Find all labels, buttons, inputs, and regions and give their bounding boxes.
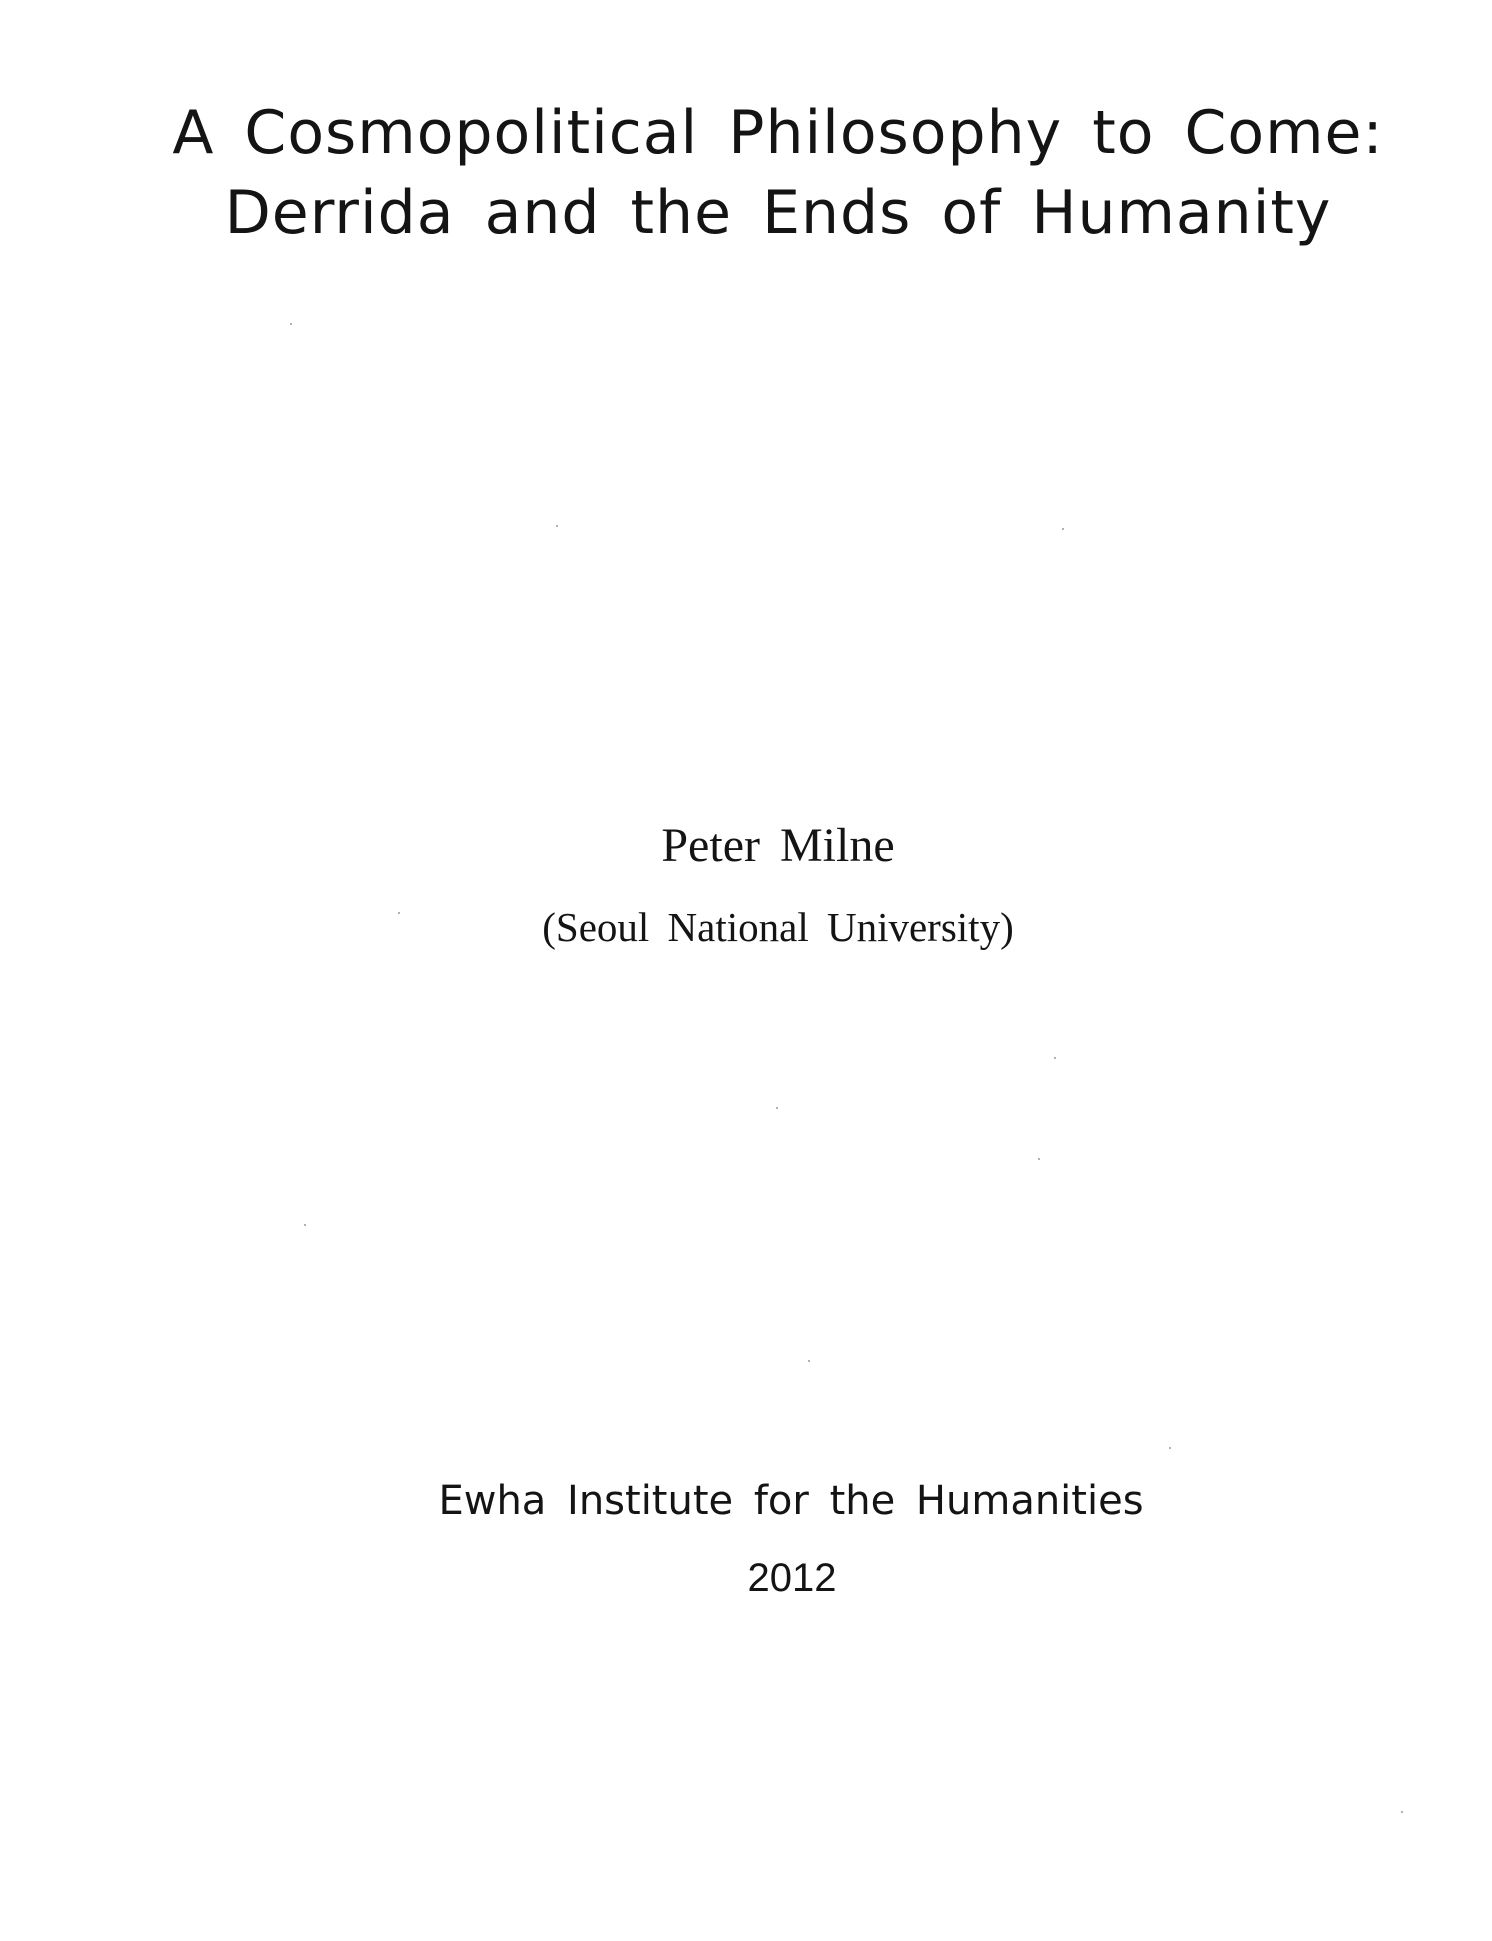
title-line-2: Derrida and the Ends of Humanity	[224, 178, 1332, 248]
publication-year: 2012	[747, 1556, 837, 1600]
scan-speck	[1038, 1158, 1040, 1160]
scan-speck	[1401, 1811, 1403, 1813]
publisher-name: Ewha Institute for the Humanities	[438, 1478, 1144, 1524]
scan-speck	[398, 912, 400, 914]
author-name: Peter Milne	[661, 819, 895, 872]
scan-speck	[1062, 528, 1064, 530]
scan-speck	[808, 1360, 810, 1362]
author-affiliation: (Seoul National University)	[542, 904, 1014, 950]
scan-speck	[304, 1224, 306, 1226]
scan-speck	[1054, 1057, 1056, 1059]
scan-speck	[556, 525, 558, 527]
scan-speck	[776, 1107, 778, 1109]
title-line-1: A Cosmopolitical Philosophy to Come:	[172, 98, 1384, 168]
scan-speck	[290, 323, 292, 325]
scan-speck	[1169, 1447, 1171, 1449]
